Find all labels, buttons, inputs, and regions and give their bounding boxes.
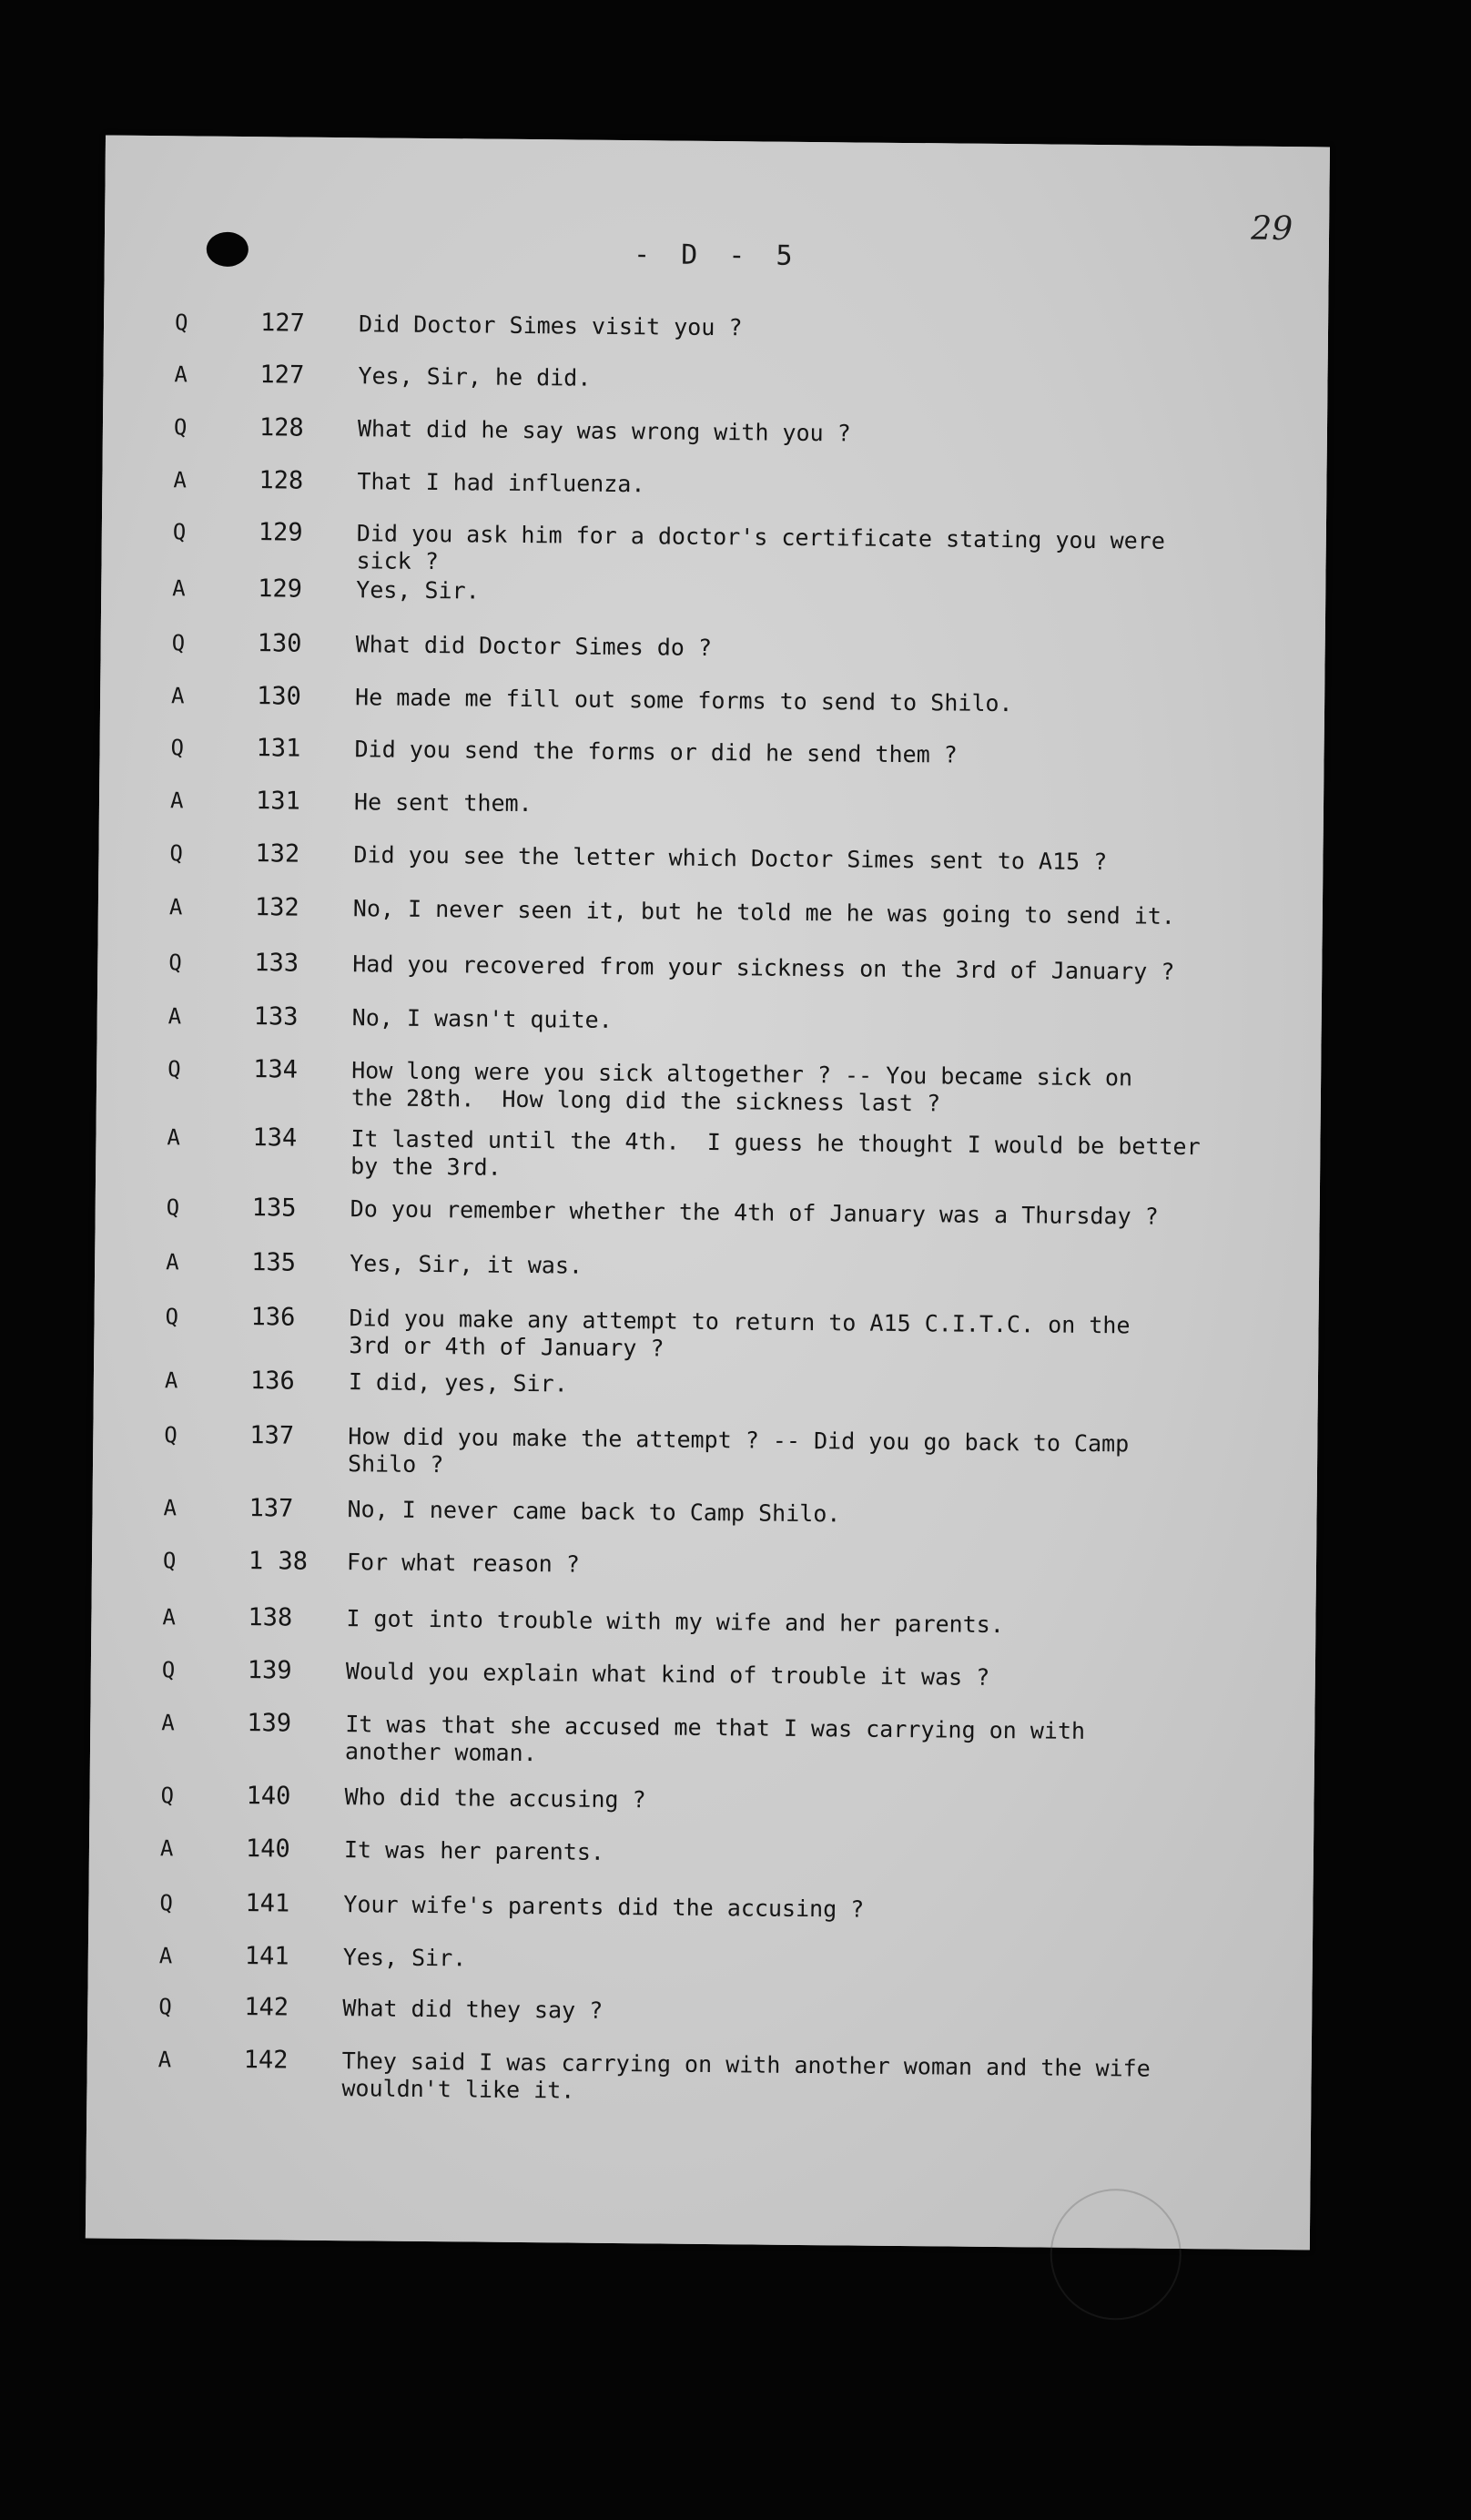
page-number: 29 [1251, 209, 1293, 249]
question-number: 139 [247, 1709, 292, 1738]
transcript-entry [93, 1493, 1317, 1528]
question-number: 1 38 [248, 1547, 309, 1576]
speaker-label: Q [164, 1422, 178, 1448]
speaker-label: Q [159, 1890, 173, 1916]
question-number: 132 [255, 839, 300, 869]
entry-text: Yes, Sir. [342, 1944, 467, 1972]
speaker-label: A [172, 575, 186, 602]
speaker-label: A [173, 467, 187, 493]
entry-text: What did he say was wrong with you ? [357, 415, 851, 447]
speaker-label: Q [174, 310, 188, 336]
speaker-label: Q [171, 630, 186, 656]
speaker-label: A [162, 1604, 176, 1631]
entry-text: Did Doctor Simes visit you ? [358, 310, 743, 341]
question-number: 142 [244, 1993, 289, 2022]
entry-text: Did you send the forms or did he send them ? [354, 736, 958, 768]
transcript-entry [100, 682, 1324, 717]
speaker-label: Q [165, 1304, 179, 1330]
question-number: 141 [245, 1889, 290, 1918]
question-number: 136 [249, 1367, 295, 1396]
question-number: 141 [244, 1942, 289, 1971]
speaker-label: Q [167, 1056, 181, 1082]
transcript-entry [99, 839, 1324, 876]
transcript [86, 136, 1330, 2251]
speaker-label: Q [158, 1994, 172, 2020]
speaker-label: A [158, 1943, 173, 1969]
speaker-label: A [174, 361, 188, 388]
document-page [86, 136, 1330, 2251]
speaker-label: Q [172, 519, 187, 545]
question-number: 127 [259, 309, 305, 338]
transcript-entry [100, 734, 1324, 768]
page-header: - D - 5 [633, 239, 800, 272]
question-number: 135 [251, 1248, 297, 1277]
question-number: 136 [250, 1303, 296, 1332]
question-number: 130 [257, 629, 302, 658]
transcript-entry [97, 1002, 1322, 1033]
question-number: 137 [249, 1421, 295, 1450]
entry-text: It lasted until the 4th. I guess he thought I would be better by the 3rd. [350, 1125, 1201, 1181]
question-number: 133 [254, 949, 299, 978]
entry-text: Would you explain what kind of trouble it was ? [345, 1658, 990, 1691]
question-number: 139 [247, 1656, 292, 1685]
transcript-entry [102, 518, 1326, 575]
question-number: 127 [259, 361, 305, 390]
speaker-label: A [167, 1003, 182, 1030]
transcript-entry [89, 1888, 1314, 1923]
entry-text: Did you make any attempt to return to A15 C.I.T.C. on the 3rd or 4th of January ? [349, 1305, 1131, 1362]
question-number: 134 [252, 1123, 298, 1153]
question-number: 130 [256, 682, 302, 711]
entry-text: Do you remember whether the 4th of January was a Thursday ? [350, 1195, 1159, 1230]
entry-text: No, I never seen it, but he told me he was going to send it. [352, 895, 1176, 930]
entry-text: They said I was carrying on with another woman and the wife wouldn't like it. [341, 2048, 1151, 2104]
question-number: 128 [259, 413, 304, 442]
question-number: 133 [253, 1002, 299, 1031]
speaker-label: Q [161, 1657, 176, 1683]
speaker-label: A [167, 1124, 181, 1151]
question-number: 138 [248, 1603, 293, 1632]
question-number: 140 [245, 1834, 290, 1864]
entry-text: He made me fill out some forms to send to Shilo. [354, 684, 1013, 717]
question-number: 135 [251, 1194, 297, 1223]
speaker-label: A [161, 1710, 175, 1736]
transcript-entry [103, 413, 1327, 447]
speaker-label: A [170, 683, 185, 709]
question-number: 131 [255, 787, 300, 816]
transcript-entry [104, 309, 1328, 341]
transcript-entry [90, 1708, 1314, 1767]
transcript-entry [95, 1302, 1319, 1362]
speaker-label: Q [173, 414, 188, 441]
question-number: 140 [246, 1782, 291, 1811]
entry-text: Yes, Sir, it was. [350, 1250, 583, 1279]
entry-text: I did, yes, Sir. [348, 1368, 568, 1397]
transcript-entry [97, 949, 1322, 985]
entry-text: Yes, Sir. [356, 576, 480, 605]
transcript-entry [101, 629, 1325, 661]
question-number: 137 [249, 1494, 294, 1523]
entry-text: Did you ask him for a doctor's certificate stating you were sick ? [356, 520, 1165, 575]
speaker-label: Q [168, 950, 182, 976]
transcript-entry [90, 1781, 1314, 1814]
question-number: 128 [259, 466, 304, 495]
transcript-entry [92, 1546, 1316, 1578]
transcript-entry [96, 1193, 1320, 1230]
transcript-entry [87, 1992, 1312, 2024]
transcript-entry [96, 1123, 1321, 1181]
transcript-entry [91, 1655, 1315, 1691]
entry-text: That I had influenza. [357, 468, 645, 498]
entry-text: I got into trouble with my wife and her parents. [346, 1605, 1004, 1639]
speaker-label: A [168, 894, 183, 920]
entry-text: Yes, Sir, he did. [358, 362, 592, 391]
speaker-label: A [169, 788, 184, 814]
transcript-entry [96, 1054, 1321, 1117]
entry-text: No, I wasn't quite. [351, 1004, 613, 1033]
transcript-entry [93, 1420, 1317, 1478]
entry-text: For what reason ? [346, 1549, 581, 1578]
transcript-entry [89, 1834, 1314, 1865]
speaker-label: Q [170, 735, 185, 761]
entry-text: Did you see the letter which Doctor Simes sent to A15 ? [353, 841, 1108, 876]
speaker-label: Q [169, 840, 184, 867]
transcript-entry [99, 787, 1324, 818]
transcript-entry [87, 2045, 1312, 2104]
speaker-label: Q [162, 1548, 177, 1574]
speaker-label: A [166, 1249, 179, 1275]
transcript-entry [104, 361, 1328, 391]
entry-text: It was her parents. [343, 1836, 605, 1865]
transcript-entry [92, 1602, 1316, 1639]
speaker-label: A [159, 1835, 174, 1862]
entry-text: No, I never came back to Camp Shilo. [347, 1496, 841, 1528]
question-number: 132 [254, 893, 299, 922]
question-number: 129 [258, 518, 303, 547]
entry-text: What did Doctor Simes do ? [355, 631, 713, 661]
question-number: 129 [258, 574, 303, 604]
entry-text: Your wife's parents did the accusing ? [343, 1891, 865, 1923]
speaker-label: A [157, 2047, 172, 2073]
question-number: 134 [253, 1055, 299, 1084]
entry-text: What did they say ? [342, 1995, 604, 2024]
speaker-label: Q [160, 1783, 175, 1809]
question-number: 131 [256, 734, 301, 763]
transcript-entry [94, 1366, 1318, 1397]
entry-text: It was that she accused me that I was carrying on with another woman. [344, 1711, 1086, 1767]
speaker-label: A [164, 1367, 178, 1394]
transcript-entry [98, 893, 1323, 930]
transcript-entry [88, 1941, 1313, 1972]
entry-text: How did you make the attempt ? -- Did you go back to Camp Shilo ? [347, 1423, 1130, 1478]
entry-text: How long were you sick altogether ? -- You became sick on the 28th. How long did the sickness last ? [350, 1057, 1133, 1117]
question-number: 142 [243, 2046, 289, 2075]
transcript-entry [95, 1247, 1319, 1279]
speaker-label: Q [166, 1194, 180, 1221]
entry-text: Had you recovered from your sickness on the 3rd of January ? [352, 950, 1175, 985]
speaker-label: A [163, 1495, 178, 1521]
entry-text: He sent them. [353, 788, 533, 818]
entry-text: Who did the accusing ? [344, 1783, 646, 1814]
transcript-entry [103, 466, 1327, 498]
